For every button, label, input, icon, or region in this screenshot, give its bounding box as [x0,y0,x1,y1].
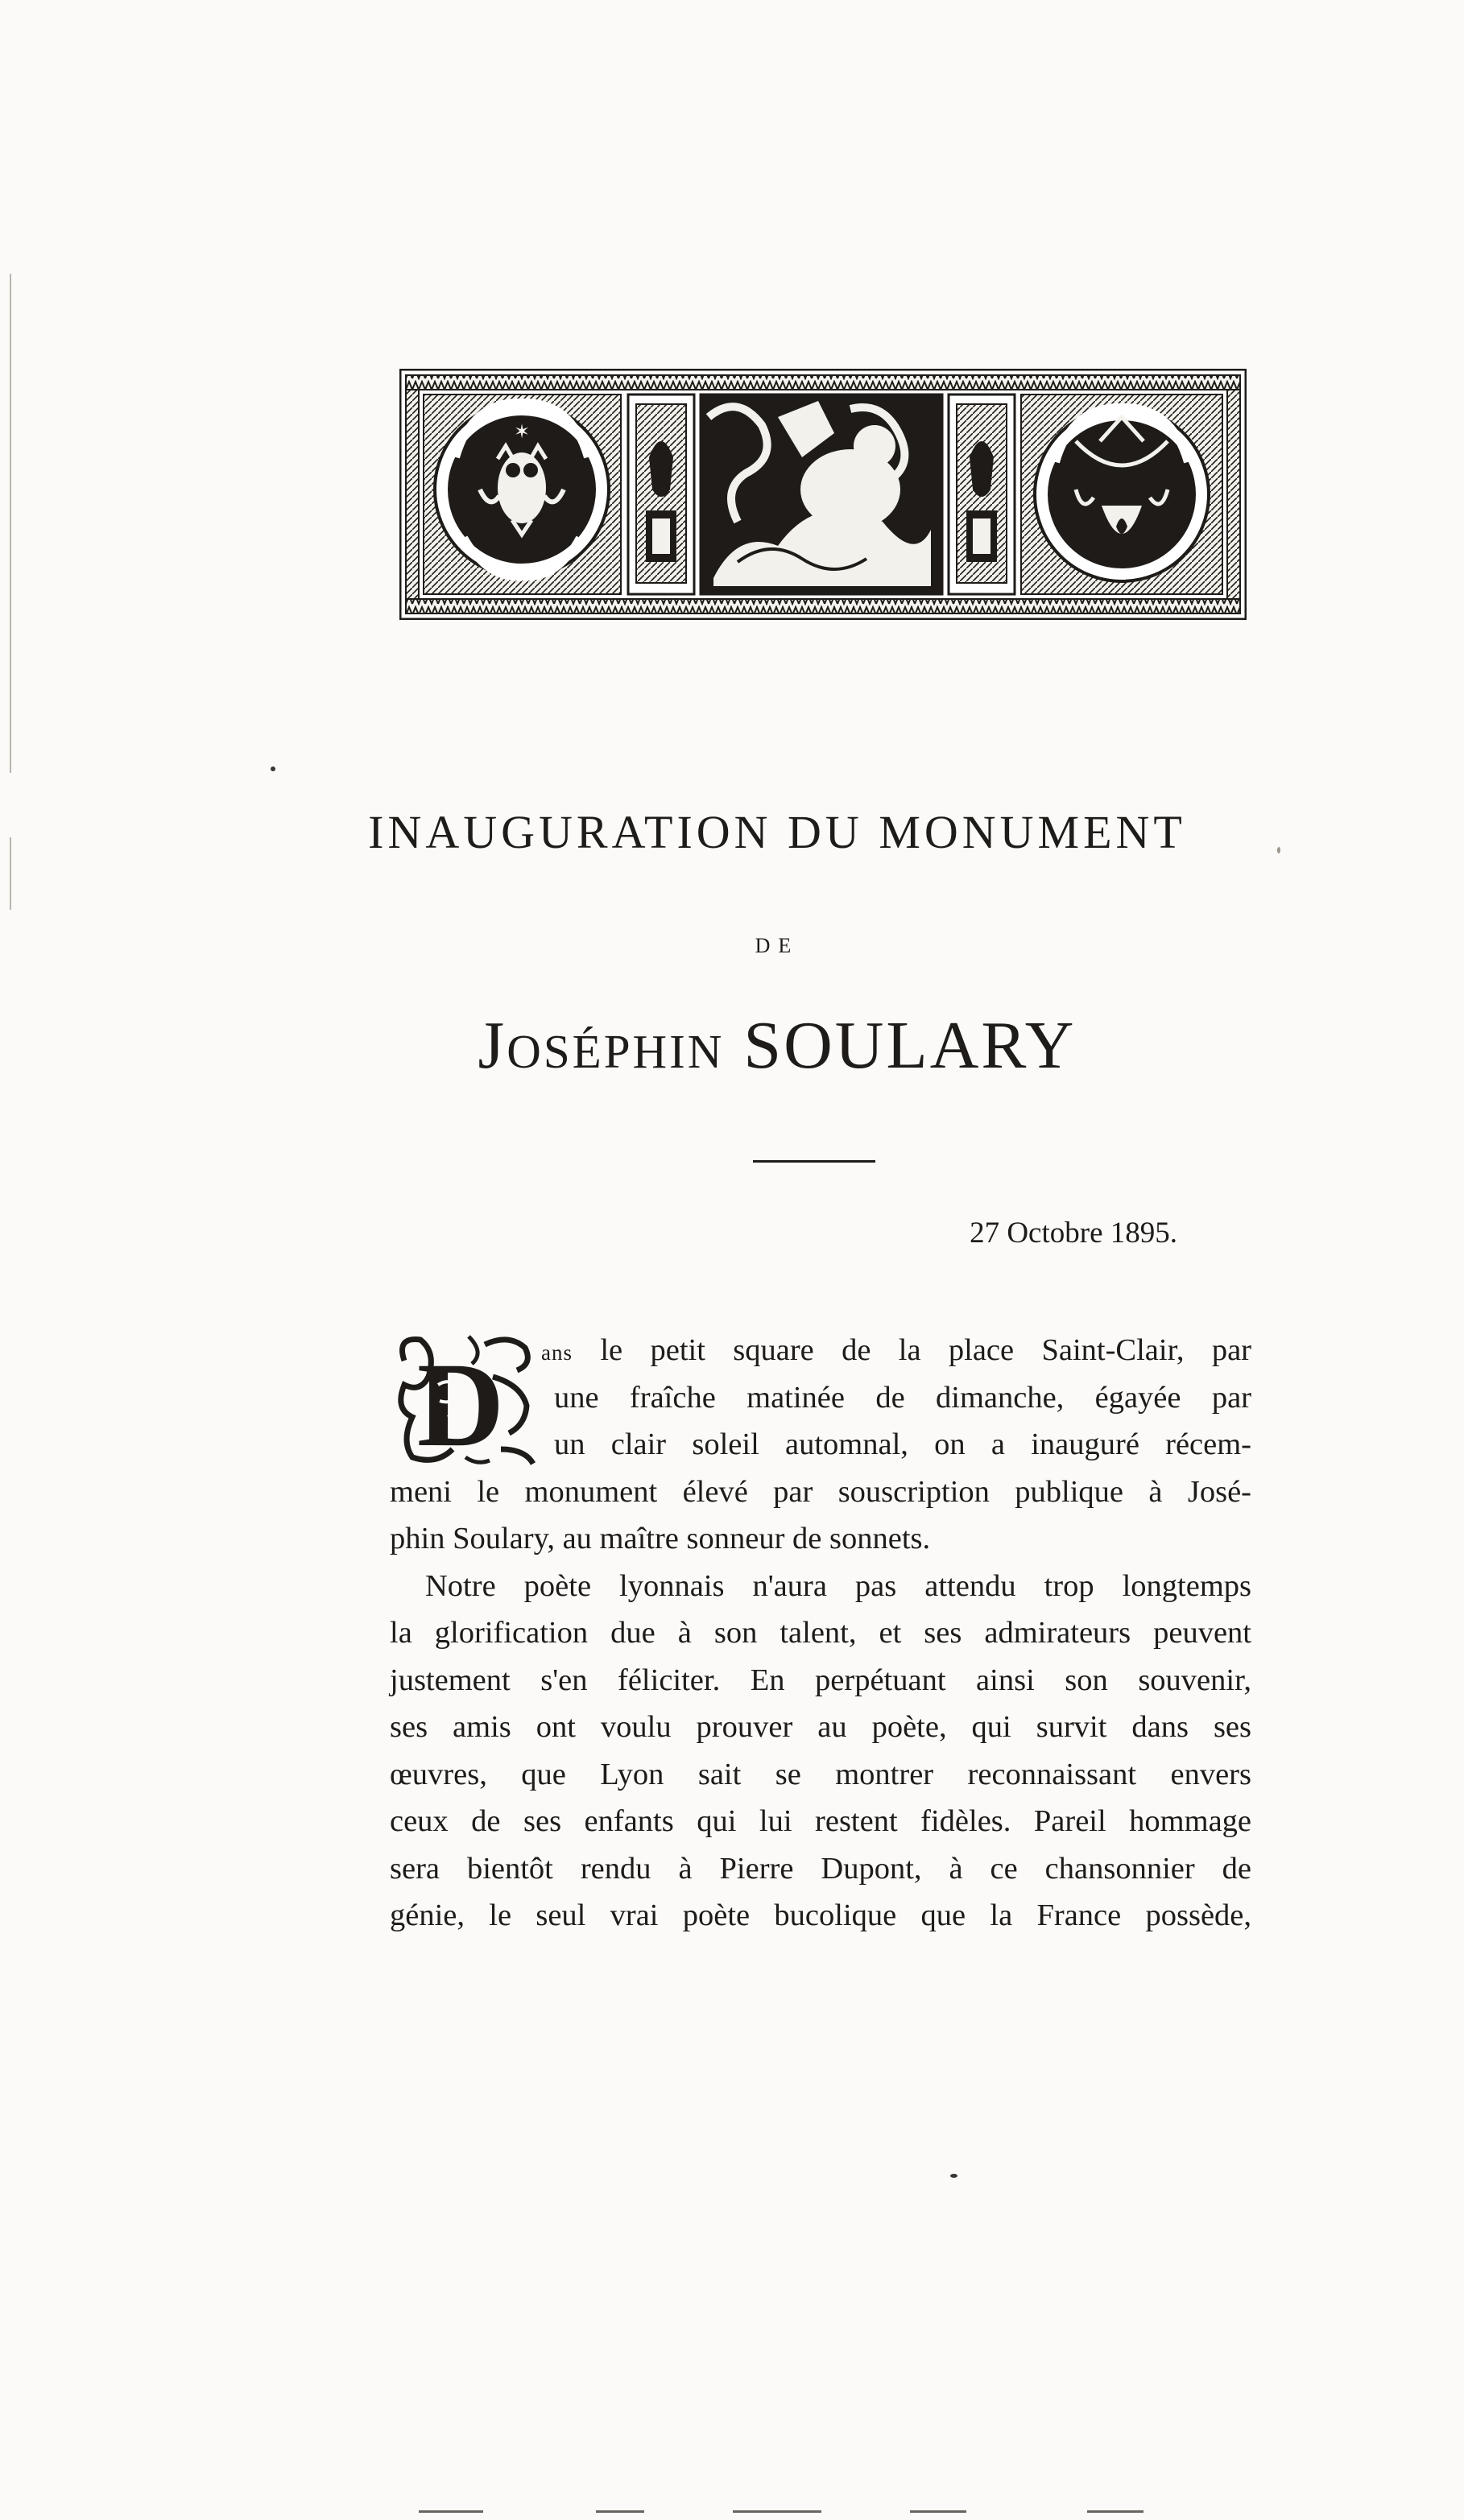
author-name [338,1006,1216,1084]
text-line: phin Soulary, au maître sonneur de sonnets. [390,1522,931,1555]
text-line [390,1327,1251,1374]
text-line: Notre poète lyonnais n'aura pas attendu trop longtemps [425,1568,1251,1603]
text-line: justement s'en féliciter. En perpétuant ainsi son souvenir, [390,1663,1251,1697]
scan-margin-line [10,274,11,773]
ornamental-headpiece-icon [399,369,1247,620]
scan-edge-mark [419,2510,483,2513]
title-divider [753,1160,875,1163]
scan-edge-mark [1087,2510,1143,2513]
scan-speck [1277,847,1280,853]
author-last-name: SOULARY [743,1008,1077,1083]
scan-speck [271,766,275,771]
text-line: œuvres, que Lyon sait se montrer reconnaissant envers [390,1757,1251,1791]
text-line: ceux de ses enfants qui lui restent fidèles. Pareil hommage [390,1804,1251,1838]
text-line: la glorification due à son talent, et ses admirateurs peuvent [390,1616,1251,1650]
article-body [390,1327,1251,1940]
title-connector: DE [755,934,800,957]
text-line: meni le monument élevé par souscription publique à José- [390,1474,1251,1509]
scan-edge-mark [733,2510,821,2513]
dropcap-continuation: ans [541,1341,573,1365]
article-date: 27 Octobre 1895. [970,1217,1177,1250]
scan-edge-mark [596,2510,644,2513]
scan-edge-mark [910,2510,966,2513]
scan-speck [950,2174,957,2178]
text-line: un clair soleil automnal, on a inauguré récem- [554,1427,1251,1461]
text-line: génie, le seul vrai poète bucolique que la France possède, [390,1898,1251,1932]
text-line: une fraîche matinée de dimanche, égayée par [554,1380,1251,1415]
author-first-name: Joséphin [478,1008,725,1083]
text-line: sera bientôt rendu à Pierre Dupont, à ce chansonnier de [390,1851,1251,1886]
svg-text:✶: ✶ [513,420,531,443]
text-line: ses amis ont voulu prouver au poète, qui survit dans ses [390,1710,1251,1744]
page-title: INAUGURATION DU MONUMENT [368,806,1186,858]
dropcap-letter: D [416,1338,505,1472]
text-line-rest: le petit square de la place Saint-Clair, par [573,1333,1251,1367]
scan-margin-line [10,837,11,910]
